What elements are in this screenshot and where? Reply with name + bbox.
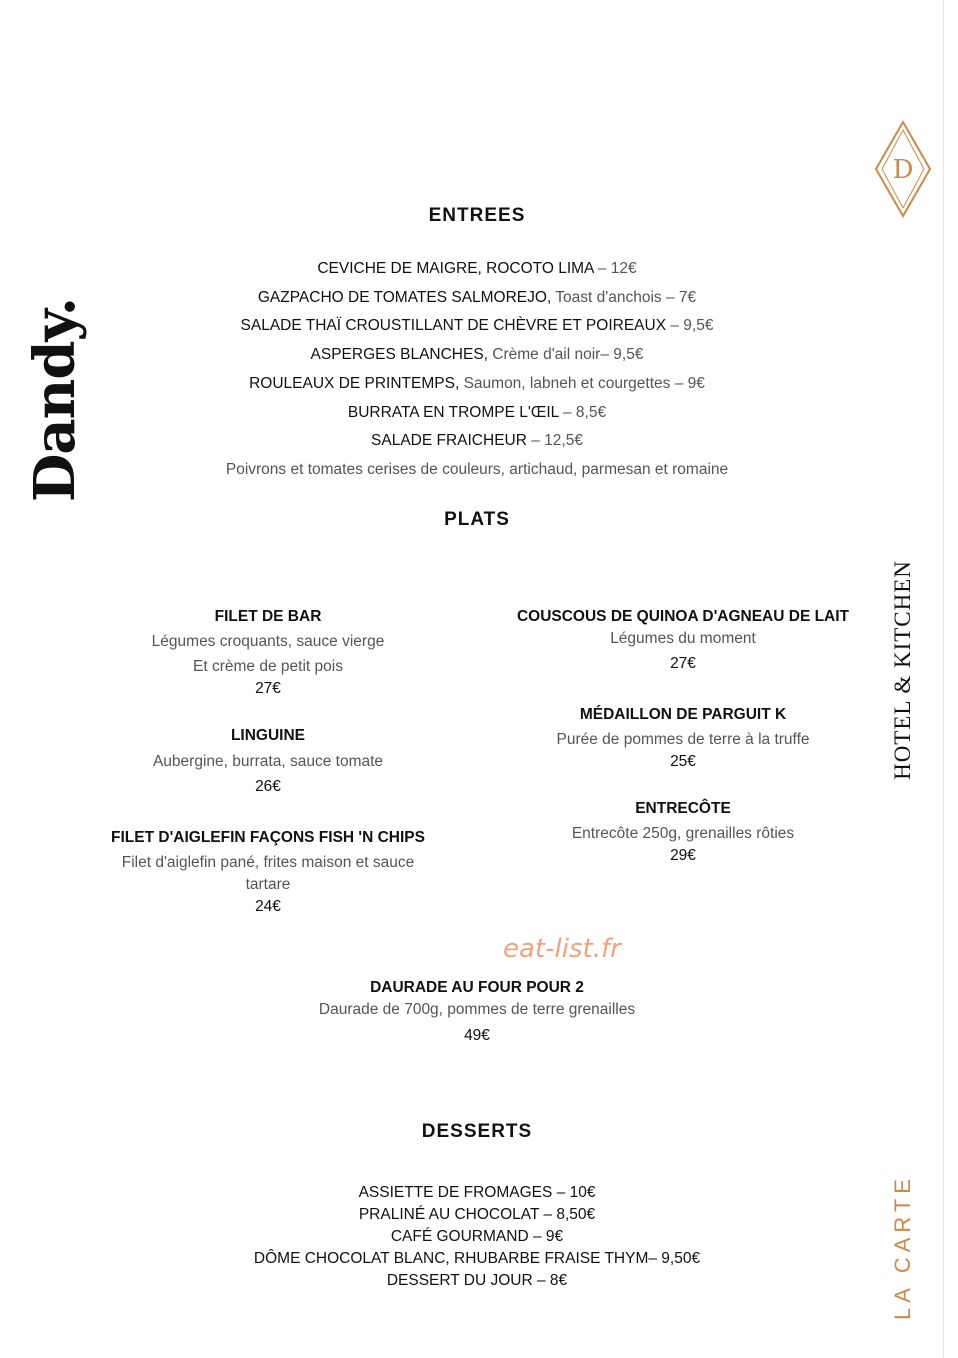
entrees-title: ENTREES (428, 205, 526, 226)
dish-name: COUSCOUS DE QUINOA D'AGNEAU DE LAIT (516, 608, 850, 625)
dish-price: 25€ (670, 753, 696, 770)
dish-name: FILET DE BAR (214, 608, 322, 625)
dish-name: LINGUINE (230, 727, 306, 744)
dessert-item: DÔME CHOCOLAT BLANC, RHUBARBE FRAISE THYM– 9,50€ (253, 1250, 701, 1267)
entree-item: BURRATA EN TROMPE L'ŒIL – 8,5€ (347, 403, 607, 421)
diamond-monogram-icon (874, 120, 932, 218)
watermark-text: eat-list.fr (503, 934, 621, 964)
entree-item: ASPERGES BLANCHES, Crème d'ail noir– 9,5€ (310, 346, 644, 364)
la-carte-text: LA CARTE (890, 1174, 915, 1320)
dish-desc: Daurade de 700g, pommes de terre grenailles (318, 1001, 636, 1018)
monogram-letter: D (892, 155, 914, 185)
dish-price: 27€ (670, 655, 696, 672)
dish-linguine (80, 725, 456, 798)
entree-item: ROULEAUX DE PRINTEMPS, Saumon, labneh et courgettes – 9€ (249, 374, 705, 392)
dish-desc: tartare (245, 876, 291, 893)
dish-name: DAURADE AU FOUR POUR 2 (370, 979, 584, 996)
dish-desc: Légumes croquants, sauce vierge (151, 633, 385, 650)
dish-desc: Légumes du moment (610, 630, 756, 647)
dish-name: FILET D'AIGLEFIN FAÇONS FISH 'N CHIPS (111, 829, 425, 846)
dish-couscous (490, 606, 876, 675)
dish-price: 29€ (670, 847, 696, 864)
entree-note: Poivrons et tomates cerises de couleurs, artichaud, parmesan et romaine (225, 460, 729, 478)
page-edge (943, 0, 944, 1358)
dish-name: MÉDAILLON DE PARGUIT K (579, 706, 787, 723)
desserts-title: DESSERTS (421, 1121, 533, 1142)
dish-desc: Entrecôte 250g, grenailles rôties (571, 825, 795, 842)
entree-item: CEVICHE DE MAIGRE, ROCOTO LIMA – 12€ (317, 260, 637, 277)
dish-daurade (0, 977, 954, 1047)
dish-filet-de-bar (80, 606, 456, 700)
dessert-item: DESSERT DU JOUR – 8€ (386, 1272, 568, 1289)
dessert-item: CAFÉ GOURMAND – 9€ (390, 1228, 564, 1245)
dish-desc: Purée de pommes de terre à la truffe (556, 731, 810, 748)
dish-filet-aiglefin (80, 827, 456, 918)
hotel-kitchen-text: HOTEL & KITCHEN (890, 560, 915, 780)
dandy-logo-text: Dandy. (22, 297, 88, 503)
plats-title: PLATS (444, 509, 510, 530)
dessert-item: ASSIETTE DE FROMAGES – 10€ (358, 1184, 596, 1201)
dish-price: 26€ (255, 778, 281, 795)
dish-price: 49€ (464, 1027, 490, 1044)
dessert-item: PRALINÉ AU CHOCOLAT – 8,50€ (358, 1206, 596, 1223)
desserts-list (0, 1182, 954, 1292)
entree-item: SALADE THAÏ CROUSTILLANT DE CHÈVRE ET POIREAUX – 9,5€ (240, 317, 714, 335)
dish-medaillon (490, 704, 876, 773)
dish-price: 24€ (255, 898, 281, 915)
plats-right-column (490, 0, 876, 1358)
dish-desc: Et crème de petit pois (193, 658, 343, 675)
entree-item: SALADE FRAICHEUR – 12,5€ (371, 432, 583, 450)
dish-name: ENTRECÔTE (635, 800, 731, 817)
dish-desc: Filet d'aiglefin pané, frites maison et sauce (121, 854, 415, 871)
plats-left-column (80, 0, 456, 1358)
dish-desc: Aubergine, burrata, sauce tomate (152, 753, 384, 770)
dish-entrecote (490, 798, 876, 867)
dish-price: 27€ (255, 680, 281, 697)
entree-item: GAZPACHO DE TOMATES SALMOREJO, Toast d'anchois – 7€ (257, 288, 697, 306)
